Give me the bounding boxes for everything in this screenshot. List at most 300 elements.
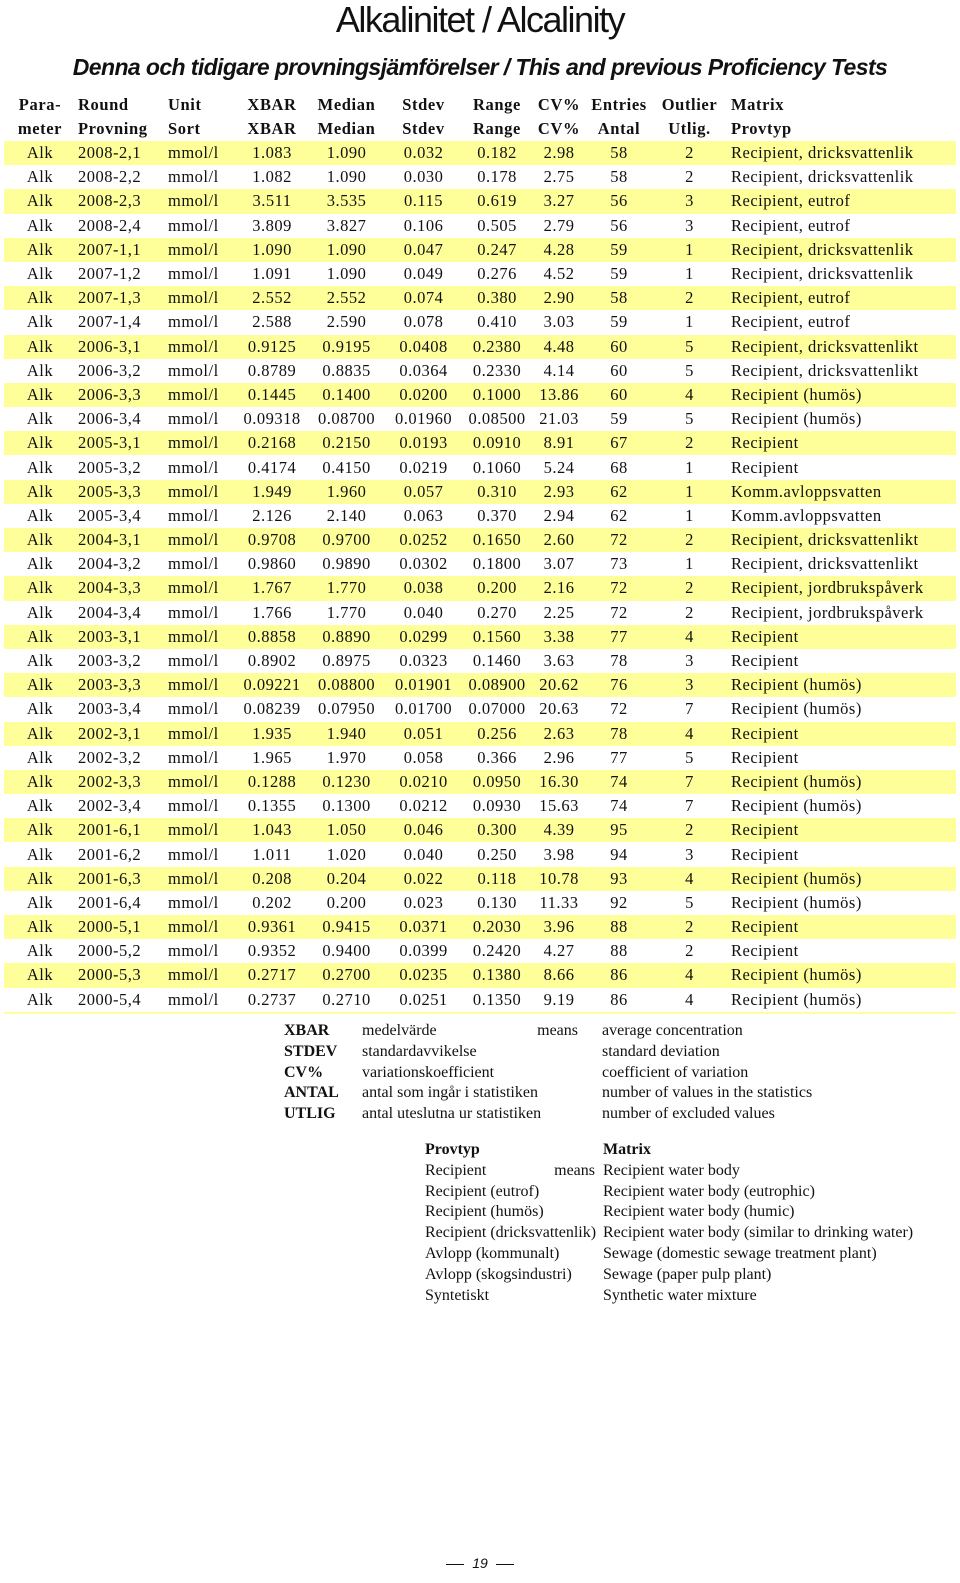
table-cell: Recipient, eutrof: [725, 286, 956, 310]
table-cell: 67: [584, 431, 652, 455]
table-cell: 2002-3,1: [74, 722, 166, 746]
matrix-type-swedish-text: Avlopp (kommunalt): [425, 1244, 560, 1262]
table-cell: Alk: [26, 264, 54, 284]
table-cell: 0.030: [403, 167, 444, 187]
abbreviation-swedish-text: standardavvikelse: [362, 1042, 477, 1060]
header-cell: Provning: [78, 119, 148, 138]
table-cell: Alk: [4, 867, 74, 891]
matrix-legend-header: [425, 1140, 913, 1161]
table-cell: 0.370: [477, 505, 517, 525]
table-cell: 9.19: [532, 988, 584, 1013]
table-cell: 8.91: [532, 431, 584, 455]
table-cell: 0.9361: [236, 915, 306, 939]
page-subtitle: Denna och tidigare provningsjämförelser / This and previous Proficiency Tests: [72, 54, 888, 80]
table-cell: 0.032: [385, 141, 460, 165]
table-cell: Alk: [26, 699, 54, 719]
table-cell: 0.202: [252, 892, 292, 912]
means-label: means: [537, 1022, 578, 1039]
table-cell: 0.0399: [399, 941, 448, 961]
table-cell: Alk: [4, 963, 74, 987]
table-cell: 56: [610, 215, 628, 235]
table-cell: 0.1445: [236, 383, 306, 407]
table-cell: 58: [610, 167, 628, 187]
table-cell: 8.66: [532, 963, 584, 987]
table-cell: 0.0252: [385, 528, 460, 552]
table-row: [4, 189, 956, 213]
matrix-legend-row: [425, 1286, 913, 1307]
table-cell: 0.2420: [472, 941, 522, 961]
table-cell: 2003-3,2: [78, 651, 142, 671]
table-cell: mmol/l: [166, 988, 236, 1013]
table-cell: mmol/l: [168, 699, 219, 719]
table-cell: 77: [610, 747, 628, 767]
table-cell: mmol/l: [166, 673, 236, 697]
table-cell: mmol/l: [168, 554, 219, 574]
table-cell: mmol/l: [166, 576, 236, 600]
table-cell: 0.2700: [306, 963, 385, 987]
matrix-type-swedish: [425, 1244, 603, 1265]
table-cell: 2003-3,1: [74, 625, 166, 649]
table-cell: Recipient, dricksvattenlikt: [725, 335, 956, 359]
abbreviation-swedish: [362, 1021, 602, 1042]
table-cell: 86: [584, 988, 652, 1013]
table-cell: Recipient, eutrof: [731, 312, 851, 332]
table-cell: 10.78: [532, 867, 584, 891]
table-cell: 1.011: [252, 844, 292, 864]
table-row: [4, 939, 956, 963]
table-cell: Alk: [4, 286, 74, 310]
table-cell: 0.0219: [399, 457, 448, 477]
table-cell: Alk: [4, 722, 74, 746]
table-cell: 72: [610, 602, 628, 622]
table-cell: 0.300: [460, 818, 532, 842]
matrix-legend-row: [425, 1223, 913, 1244]
table-cell: 1.090: [326, 167, 367, 187]
abbreviation-swedish: [362, 1104, 602, 1125]
table-cell: 1: [685, 505, 694, 525]
table-cell: 77: [584, 625, 652, 649]
abbreviation-term: ANTAL: [284, 1084, 339, 1102]
table-row: [4, 552, 956, 576]
table-cell: 2005-3,1: [74, 431, 166, 455]
table-cell: 2001-6,1: [74, 818, 166, 842]
table-cell: Recipient: [731, 747, 799, 767]
table-cell: 68: [610, 457, 628, 477]
table-cell: 0.049: [403, 264, 444, 284]
table-cell: 0.106: [403, 215, 444, 235]
table-cell: Alk: [4, 238, 74, 262]
table-cell: 7: [652, 770, 725, 794]
header-cell: Para-: [18, 95, 62, 114]
table-cell: 1: [685, 457, 694, 477]
table-cell: 2000-5,3: [74, 963, 166, 987]
table-cell: 2004-3,3: [74, 576, 166, 600]
table-cell: 59: [610, 312, 628, 332]
matrix-type-swedish: [425, 1202, 603, 1223]
table-cell: 0.1650: [460, 528, 532, 552]
table-cell: 72: [584, 576, 652, 600]
header-cell: Stdev: [402, 119, 445, 138]
table-row: [4, 455, 956, 479]
table-cell: 3.98: [543, 844, 575, 864]
table-cell: mmol/l: [166, 867, 236, 891]
table-cell: mmol/l: [168, 312, 219, 332]
table-cell: 0.200: [460, 576, 532, 600]
table-cell: 0.366: [477, 747, 517, 767]
table-row: [4, 407, 956, 431]
table-cell: Recipient (humös): [731, 796, 862, 816]
matrix-type-swedish: [425, 1223, 603, 1244]
header-cell: meter: [17, 119, 63, 138]
table-cell: Alk: [26, 215, 54, 235]
table-cell: 60: [610, 360, 628, 380]
matrix-legend-row: [425, 1161, 913, 1182]
table-cell: 0.1560: [460, 625, 532, 649]
table-cell: Alk: [26, 892, 54, 912]
table-cell: 0.8902: [247, 651, 297, 671]
table-cell: Alk: [4, 770, 74, 794]
header-cell: Antal: [597, 119, 641, 138]
table-cell: 0.204: [306, 867, 385, 891]
table-cell: 1.770: [306, 576, 385, 600]
table-cell: Alk: [4, 383, 74, 407]
table-cell: 3: [652, 673, 725, 697]
table-cell: 0.247: [460, 238, 532, 262]
table-cell: 0.8890: [306, 625, 385, 649]
abbreviation-term: CV%: [284, 1063, 324, 1081]
table-cell: mmol/l: [166, 625, 236, 649]
table-cell: 2008-2,1: [74, 141, 166, 165]
table-cell: mmol/l: [168, 941, 219, 961]
table-cell: 3.827: [326, 215, 367, 235]
table-cell: Recipient: [725, 625, 956, 649]
table-cell: 2.63: [532, 722, 584, 746]
table-row: [4, 528, 956, 552]
table-cell: 2002-3,2: [78, 747, 142, 767]
table-cell: 2: [652, 141, 725, 165]
table-cell: mmol/l: [168, 892, 219, 912]
table-cell: mmol/l: [166, 480, 236, 504]
table-cell: Alk: [26, 505, 54, 525]
table-cell: 2: [652, 528, 725, 552]
table-cell: Alk: [26, 312, 54, 332]
table-cell: 62: [610, 505, 628, 525]
table-cell: 4: [652, 988, 725, 1013]
table-cell: 21.03: [539, 409, 579, 429]
table-cell: 2: [685, 941, 694, 961]
table-row: [4, 746, 956, 770]
table-cell: 0.4174: [247, 457, 297, 477]
matrix-legend-row: [425, 1244, 913, 1265]
table-cell: 3.63: [543, 651, 575, 671]
table-cell: 0.9708: [236, 528, 306, 552]
table-cell: mmol/l: [168, 796, 219, 816]
table-cell: 20.63: [539, 699, 579, 719]
table-cell: 72: [610, 699, 628, 719]
table-cell: 58: [584, 286, 652, 310]
table-cell: 0.276: [477, 264, 517, 284]
table-cell: Recipient (humös): [725, 383, 956, 407]
table-cell: 2005-3,3: [74, 480, 166, 504]
abbreviation-english: average concentration: [602, 1022, 743, 1039]
table-cell: Alk: [26, 651, 54, 671]
table-cell: 5: [685, 892, 694, 912]
table-row: [4, 504, 956, 528]
table-cell: 0.9352: [247, 941, 297, 961]
table-cell: 78: [610, 651, 628, 671]
table-cell: 88: [610, 941, 628, 961]
table-cell: Alk: [4, 528, 74, 552]
table-row: [4, 165, 956, 189]
table-cell: 0.1300: [322, 796, 371, 816]
header-cell: XBAR: [247, 119, 297, 138]
abbreviation-term: XBAR: [284, 1022, 330, 1039]
table-cell: 2: [652, 286, 725, 310]
table-cell: 58: [584, 141, 652, 165]
table-cell: Recipient, eutrof: [725, 189, 956, 213]
table-cell: Recipient, dricksvattenlikt: [731, 554, 919, 574]
table-cell: mmol/l: [168, 360, 219, 380]
table-cell: mmol/l: [168, 457, 219, 477]
table-cell: 3.96: [532, 915, 584, 939]
table-cell: Recipient: [731, 651, 799, 671]
table-cell: mmol/l: [166, 238, 236, 262]
table-cell: 2008-2,2: [78, 167, 142, 187]
abbreviation-swedish-text: medelvärde: [362, 1022, 437, 1039]
abbreviation-english: standard deviation: [602, 1042, 720, 1060]
table-cell: mmol/l: [166, 818, 236, 842]
table-cell: 4: [652, 867, 725, 891]
header-row-swedish: [4, 93, 956, 117]
table-cell: Alk: [4, 988, 74, 1013]
table-cell: 0.1060: [472, 457, 522, 477]
table-cell: 2.16: [532, 576, 584, 600]
table-cell: 2001-6,4: [78, 892, 142, 912]
table-cell: 2003-3,4: [78, 699, 142, 719]
matrix-type-english: Recipient water body (similar to drinking water): [603, 1224, 914, 1242]
table-cell: 2: [652, 818, 725, 842]
table-cell: Recipient (humös): [725, 770, 956, 794]
header-cell: Entries: [591, 95, 647, 114]
table-cell: 0.118: [460, 867, 532, 891]
table-cell: Recipient, jordbrukspåverk: [725, 576, 956, 600]
table-cell: 4: [652, 383, 725, 407]
table-cell: Alk: [26, 457, 54, 477]
table-cell: Recipient (humös): [725, 673, 956, 697]
matrix-type-english: Recipient water body (humic): [603, 1203, 795, 1221]
table-cell: 0.074: [385, 286, 460, 310]
table-cell: Alk: [4, 335, 74, 359]
table-cell: mmol/l: [168, 602, 219, 622]
abbreviation-swedish: [362, 1042, 602, 1063]
table-cell: 1.082: [252, 167, 292, 187]
table-cell: 88: [584, 915, 652, 939]
footer-dash-right: [496, 1564, 514, 1565]
table-cell: 0.2168: [236, 431, 306, 455]
table-cell: 0.178: [477, 167, 517, 187]
table-cell: 0.08900: [460, 673, 532, 697]
table-cell: 4: [652, 963, 725, 987]
table-cell: Alk: [26, 796, 54, 816]
header-cell: Median: [317, 119, 376, 138]
table-cell: 0.380: [460, 286, 532, 310]
table-cell: Recipient: [731, 941, 799, 961]
table-cell: mmol/l: [166, 770, 236, 794]
table-cell: 2004-3,1: [74, 528, 166, 552]
table-cell: 2002-3,4: [78, 796, 142, 816]
table-cell: 4.28: [532, 238, 584, 262]
results-table: [4, 93, 956, 1014]
table-cell: 2.96: [543, 747, 575, 767]
table-row: [4, 286, 956, 310]
table-cell: 2006-3,1: [74, 335, 166, 359]
table-cell: 0.08800: [306, 673, 385, 697]
table-cell: 1.090: [236, 238, 306, 262]
table-row: [4, 697, 956, 721]
table-cell: 3.511: [236, 189, 306, 213]
header-cell: Round: [78, 95, 129, 114]
table-cell: 1.050: [306, 818, 385, 842]
table-cell: 0.0364: [399, 360, 448, 380]
table-cell: 2.126: [252, 505, 292, 525]
matrix-type-swedish-text: Recipient (eutrof): [425, 1182, 540, 1200]
table-cell: 3.07: [543, 554, 575, 574]
table-cell: 0.2150: [306, 431, 385, 455]
table-row: [4, 963, 956, 987]
table-cell: Recipient: [731, 457, 799, 477]
table-cell: 3.03: [543, 312, 575, 332]
table-cell: 0.0193: [385, 431, 460, 455]
table-cell: Alk: [26, 409, 54, 429]
table-cell: 0.9125: [236, 335, 306, 359]
table-row: [4, 214, 956, 238]
abbreviation-row: [284, 1021, 862, 1042]
table-cell: 0.0950: [460, 770, 532, 794]
table-cell: 0.2717: [236, 963, 306, 987]
table-cell: 1.083: [236, 141, 306, 165]
table-cell: Komm.avloppsvatten: [731, 505, 882, 525]
table-cell: 0.1380: [460, 963, 532, 987]
table-cell: mmol/l: [166, 383, 236, 407]
abbreviation-row: [284, 1042, 862, 1063]
header-cell: Sort: [168, 119, 201, 138]
table-cell: 0.01901: [385, 673, 460, 697]
table-cell: 1.090: [306, 141, 385, 165]
table-cell: Recipient, dricksvattenlik: [731, 167, 914, 187]
table-cell: 2002-3,3: [74, 770, 166, 794]
table-cell: 0.08239: [243, 699, 301, 719]
table-cell: Recipient, jordbrukspåverk: [731, 602, 924, 622]
table-cell: 3.535: [306, 189, 385, 213]
table-cell: 2.588: [252, 312, 292, 332]
table-cell: 1.970: [326, 747, 367, 767]
header-cell: Unit: [168, 95, 202, 114]
table-cell: Alk: [4, 818, 74, 842]
table-cell: 0.1355: [247, 796, 297, 816]
matrix-type-english: Synthetic water mixture: [603, 1286, 757, 1304]
table-cell: 0.2710: [306, 988, 385, 1013]
matrix-type-swedish-text: Recipient: [425, 1161, 487, 1179]
header-cell: Median: [317, 95, 376, 114]
table-cell: 0.01700: [394, 699, 453, 719]
table-cell: Recipient (humös): [731, 409, 862, 429]
table-row: [4, 359, 956, 383]
table-cell: mmol/l: [166, 286, 236, 310]
table-cell: 0.619: [460, 189, 532, 213]
matrix-legend: [425, 1140, 913, 1306]
table-cell: 0.270: [477, 602, 517, 622]
table-cell: 2.552: [306, 286, 385, 310]
table-cell: 2003-3,3: [74, 673, 166, 697]
table-cell: Recipient, dricksvattenlikt: [731, 360, 919, 380]
table-cell: 2.90: [532, 286, 584, 310]
matrix-type-english: Sewage (domestic sewage treatment plant): [603, 1244, 877, 1262]
table-cell: 86: [584, 963, 652, 987]
table-cell: 2.140: [326, 505, 367, 525]
table-cell: 2007-1,4: [78, 312, 142, 332]
table-cell: 59: [610, 264, 628, 284]
abbreviation-swedish-text: antal som ingår i statistiken: [362, 1084, 538, 1102]
table-cell: 2004-3,4: [78, 602, 142, 622]
table-cell: 0.07950: [317, 699, 376, 719]
table-row: [4, 310, 956, 334]
table-cell: 0.310: [460, 480, 532, 504]
table-cell: 59: [584, 238, 652, 262]
table-cell: 2.98: [532, 141, 584, 165]
abbreviation-row: [284, 1083, 862, 1104]
matrix-type-english: Sewage (paper pulp plant): [603, 1265, 772, 1283]
table-cell: 73: [610, 554, 628, 574]
table-cell: 0.182: [460, 141, 532, 165]
table-cell: Alk: [26, 747, 54, 767]
table-cell: 1.935: [236, 722, 306, 746]
table-cell: Alk: [26, 844, 54, 864]
table-cell: Alk: [4, 431, 74, 455]
table-cell: 0.9860: [247, 554, 297, 574]
table-cell: 3.27: [532, 189, 584, 213]
table-cell: 0.130: [477, 892, 517, 912]
table-cell: 2007-1,2: [78, 264, 142, 284]
table-row: [4, 770, 956, 794]
table-cell: 0.038: [385, 576, 460, 600]
table-cell: 4.39: [532, 818, 584, 842]
table-cell: 0.505: [477, 215, 517, 235]
abbreviation-row: [284, 1063, 862, 1084]
table-cell: 5: [685, 409, 694, 429]
table-cell: 11.33: [539, 892, 579, 912]
table-row: [4, 383, 956, 407]
table-cell: Recipient: [725, 818, 956, 842]
table-cell: 2001-6,3: [74, 867, 166, 891]
table-cell: 2: [652, 576, 725, 600]
matrix-legend-head-sv: Provtyp: [425, 1141, 480, 1158]
table-cell: mmol/l: [168, 747, 219, 767]
table-cell: Recipient: [731, 844, 799, 864]
table-cell: 0.115: [385, 189, 460, 213]
table-cell: 1: [652, 480, 725, 504]
footer-dash-left: [446, 1564, 464, 1565]
table-cell: 0.0251: [385, 988, 460, 1013]
table-cell: 2.93: [532, 480, 584, 504]
page-number: 19: [472, 1555, 488, 1571]
table-cell: 2.590: [326, 312, 367, 332]
table-cell: 0.2030: [460, 915, 532, 939]
table-cell: 0.410: [477, 312, 517, 332]
table-cell: 0.01960: [394, 409, 453, 429]
table-cell: 2006-3,4: [78, 409, 142, 429]
table-cell: 0.250: [477, 844, 517, 864]
table-cell: 2.60: [532, 528, 584, 552]
